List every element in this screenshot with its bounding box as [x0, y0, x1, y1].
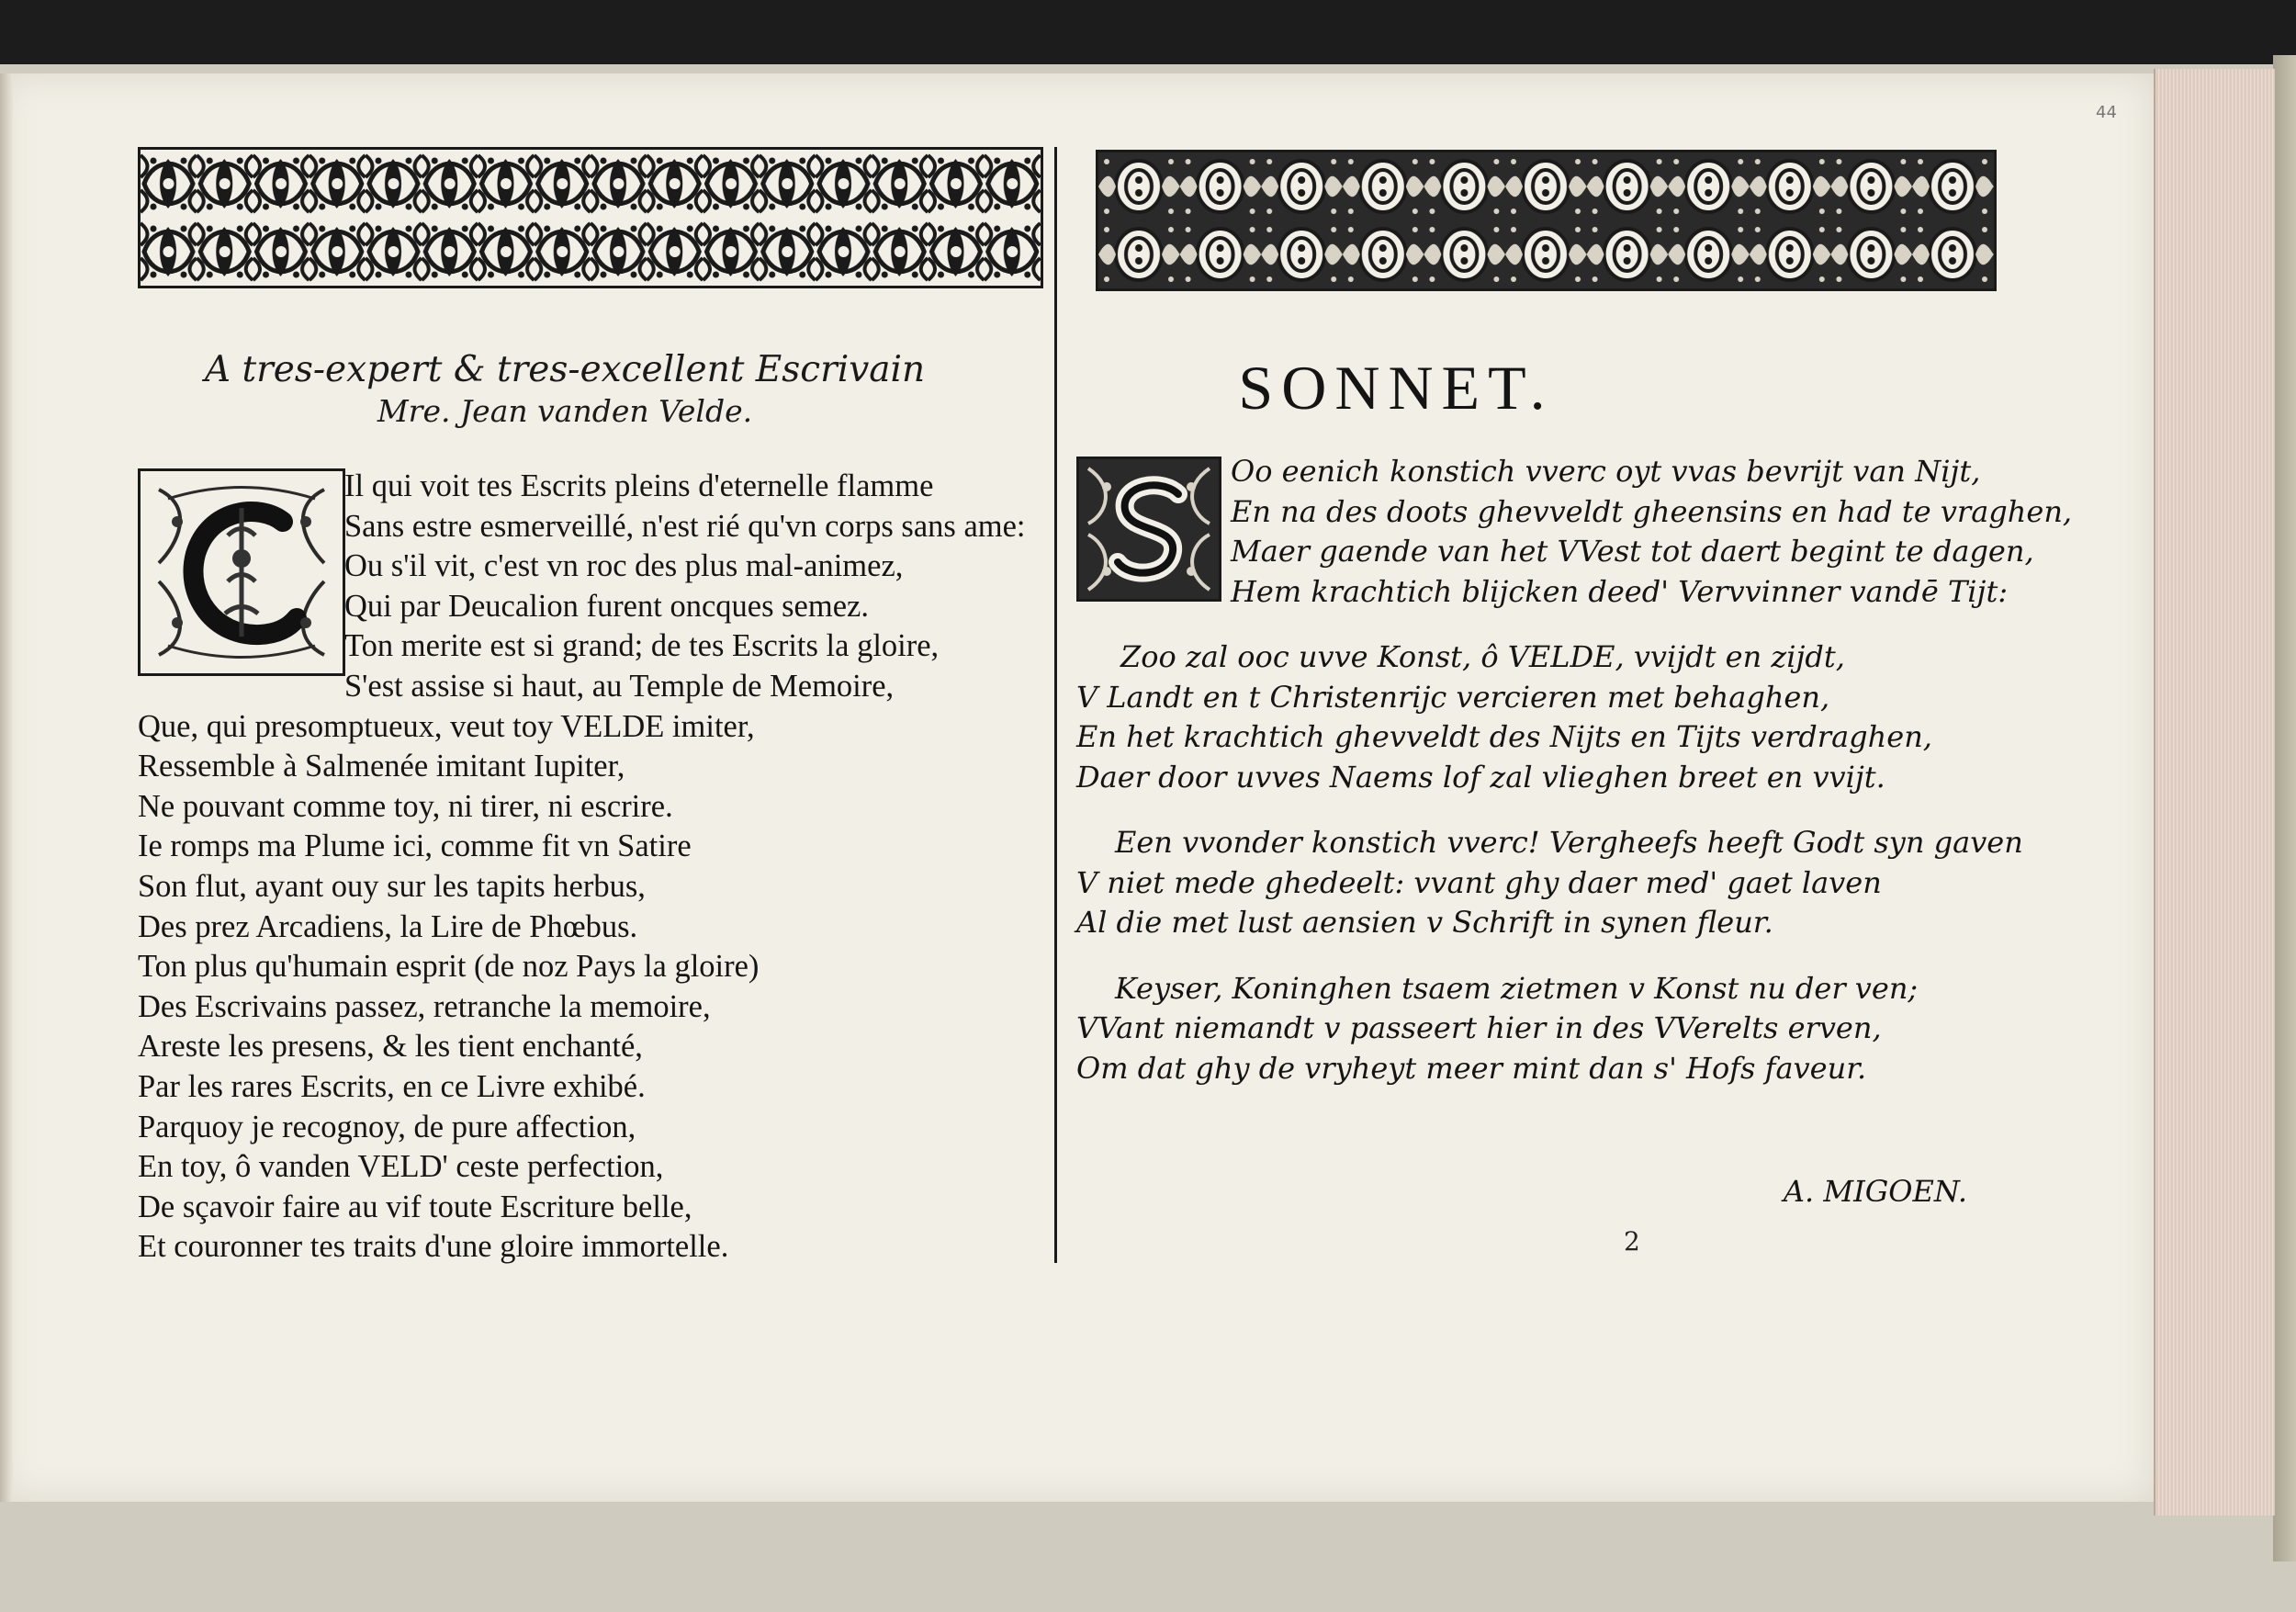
sonnet-stanza-2 [1076, 637, 1995, 797]
signature-mark: 2 [1624, 1226, 1640, 1257]
poem-line: Parquoy je recognoy, de pure affection, [138, 1109, 636, 1144]
sonnet-line: En het krachtich ghevveldt des Nijts en Tijts verdraghen, [1076, 719, 1932, 754]
poem-line: Par les rares Escrits, en ce Livre exhibé. [138, 1068, 646, 1104]
sonnet-line: Hem krachtich blijcken deed' Vervvinner vandē Tijt: [1231, 573, 2009, 609]
poem-line: Qui par Deucalion furent oncques semez. [344, 588, 869, 624]
poem-line: Ton plus qu'humain esprit (de noz Pays la gloire) [138, 949, 760, 985]
poem-line: Que, qui presomptueux, veut toy VELDE imiter, [138, 708, 755, 744]
poem-line: De sçavoir faire au vif toute Escriture belle, [138, 1189, 692, 1224]
ornament-band-right [1096, 150, 1997, 291]
poem-line: S'est assise si haut, au Temple de Memoire, [344, 668, 895, 704]
poem-line: Ressemble à Salmenée imitant Iupiter, [138, 749, 625, 784]
poem-line: Et couronner tes traits d'une gloire immortelle. [138, 1229, 729, 1265]
book-cover-edge [2273, 55, 2296, 1561]
sonnet-line: Keyser, Koninghen tsaem zietmen v Konst nu der ven; [1115, 970, 1919, 1006]
page-fore-edge [2154, 69, 2275, 1516]
poem-line: Areste les presens, & les tient enchanté, [138, 1029, 643, 1065]
page-number: 44 [2096, 103, 2117, 122]
dutch-sonnet [1076, 452, 2073, 1088]
ornament-band-left [138, 147, 1043, 288]
column-divider [1054, 147, 1057, 1263]
french-poem [138, 467, 1026, 1268]
author-signature: A. MIGOEN. [1783, 1174, 1967, 1209]
binding-edge [0, 73, 13, 1502]
sonnet-line: V niet mede ghedeelt: vvant ghy daer med' gaet laven [1076, 864, 1882, 900]
poem-line: Ne pouvant comme toy, ni tirer, ni escrire. [138, 788, 673, 824]
poem-line: Des Escrivains passez, retranche la memoire, [138, 988, 711, 1024]
sonnet-line: Al die met lust aensien v Schrift in synen fleur. [1076, 905, 1773, 940]
poem-line: Son flut, ayant ouy sur les tapits herbus, [138, 868, 646, 904]
dedication-subtitle: Mre. Jean vanden Velde. [377, 393, 753, 429]
poem-line: Sans estre esmerveillé, n'est rié qu'vn corps sans ame: [344, 508, 1026, 544]
poem-line: Ie romps ma Plume ici, comme fit vn Satire [138, 829, 692, 864]
sonnet-line: En na des doots ghevveldt gheensins en had te vraghen, [1231, 493, 2073, 529]
sonnet-stanza-3 [1076, 823, 2023, 943]
poem-line: Ou s'il vit, c'est vn roc des plus mal-animez, [344, 548, 904, 584]
sonnet-line: VVant niemandt v passeert hier in des VVerelts erven, [1076, 1010, 1882, 1045]
sonnet-line: Een vvonder konstich vverc! Vergheefs heeft Godt syn gaven [1115, 825, 2023, 860]
sonnet-stanza-1 [1076, 452, 2073, 612]
sonnet-line: Om dat ghy de vryheyt meer mint dan s' Hofs faveur. [1076, 1050, 1867, 1086]
sonnet-title: SONNET. [1238, 353, 1554, 423]
sonnet-line: Maer gaende van het VVest tot daert begint te dagen, [1231, 534, 2034, 569]
sonnet-line: Oo eenich konstich vverc oyt vvas bevrijt van Nijt, [1231, 454, 1981, 489]
sonnet-stanza-4 [1076, 969, 1995, 1089]
sonnet-line: Daer door uvves Naems lof zal vlieghen breet en vvijt. [1076, 759, 1885, 795]
poem-line: Des prez Arcadiens, la Lire de Phœbus. [138, 908, 638, 944]
sonnet-line: Zoo zal ooc uvve Konst, ô VELDE, vvijdt en zijdt, [1120, 639, 1845, 674]
poem-line: Il qui voit tes Escrits pleins d'eternelle flamme [344, 468, 934, 503]
poem-line: En toy, ô vanden VELD' ceste perfection, [138, 1149, 664, 1185]
dedication-title: A tres-expert & tres-excellent Escrivain [204, 349, 926, 390]
sonnet-line: V Landt en t Christenrijc vercieren met behaghen, [1076, 679, 1830, 715]
poem-line: Ton merite est si grand; de tes Escrits la gloire, [344, 628, 940, 664]
